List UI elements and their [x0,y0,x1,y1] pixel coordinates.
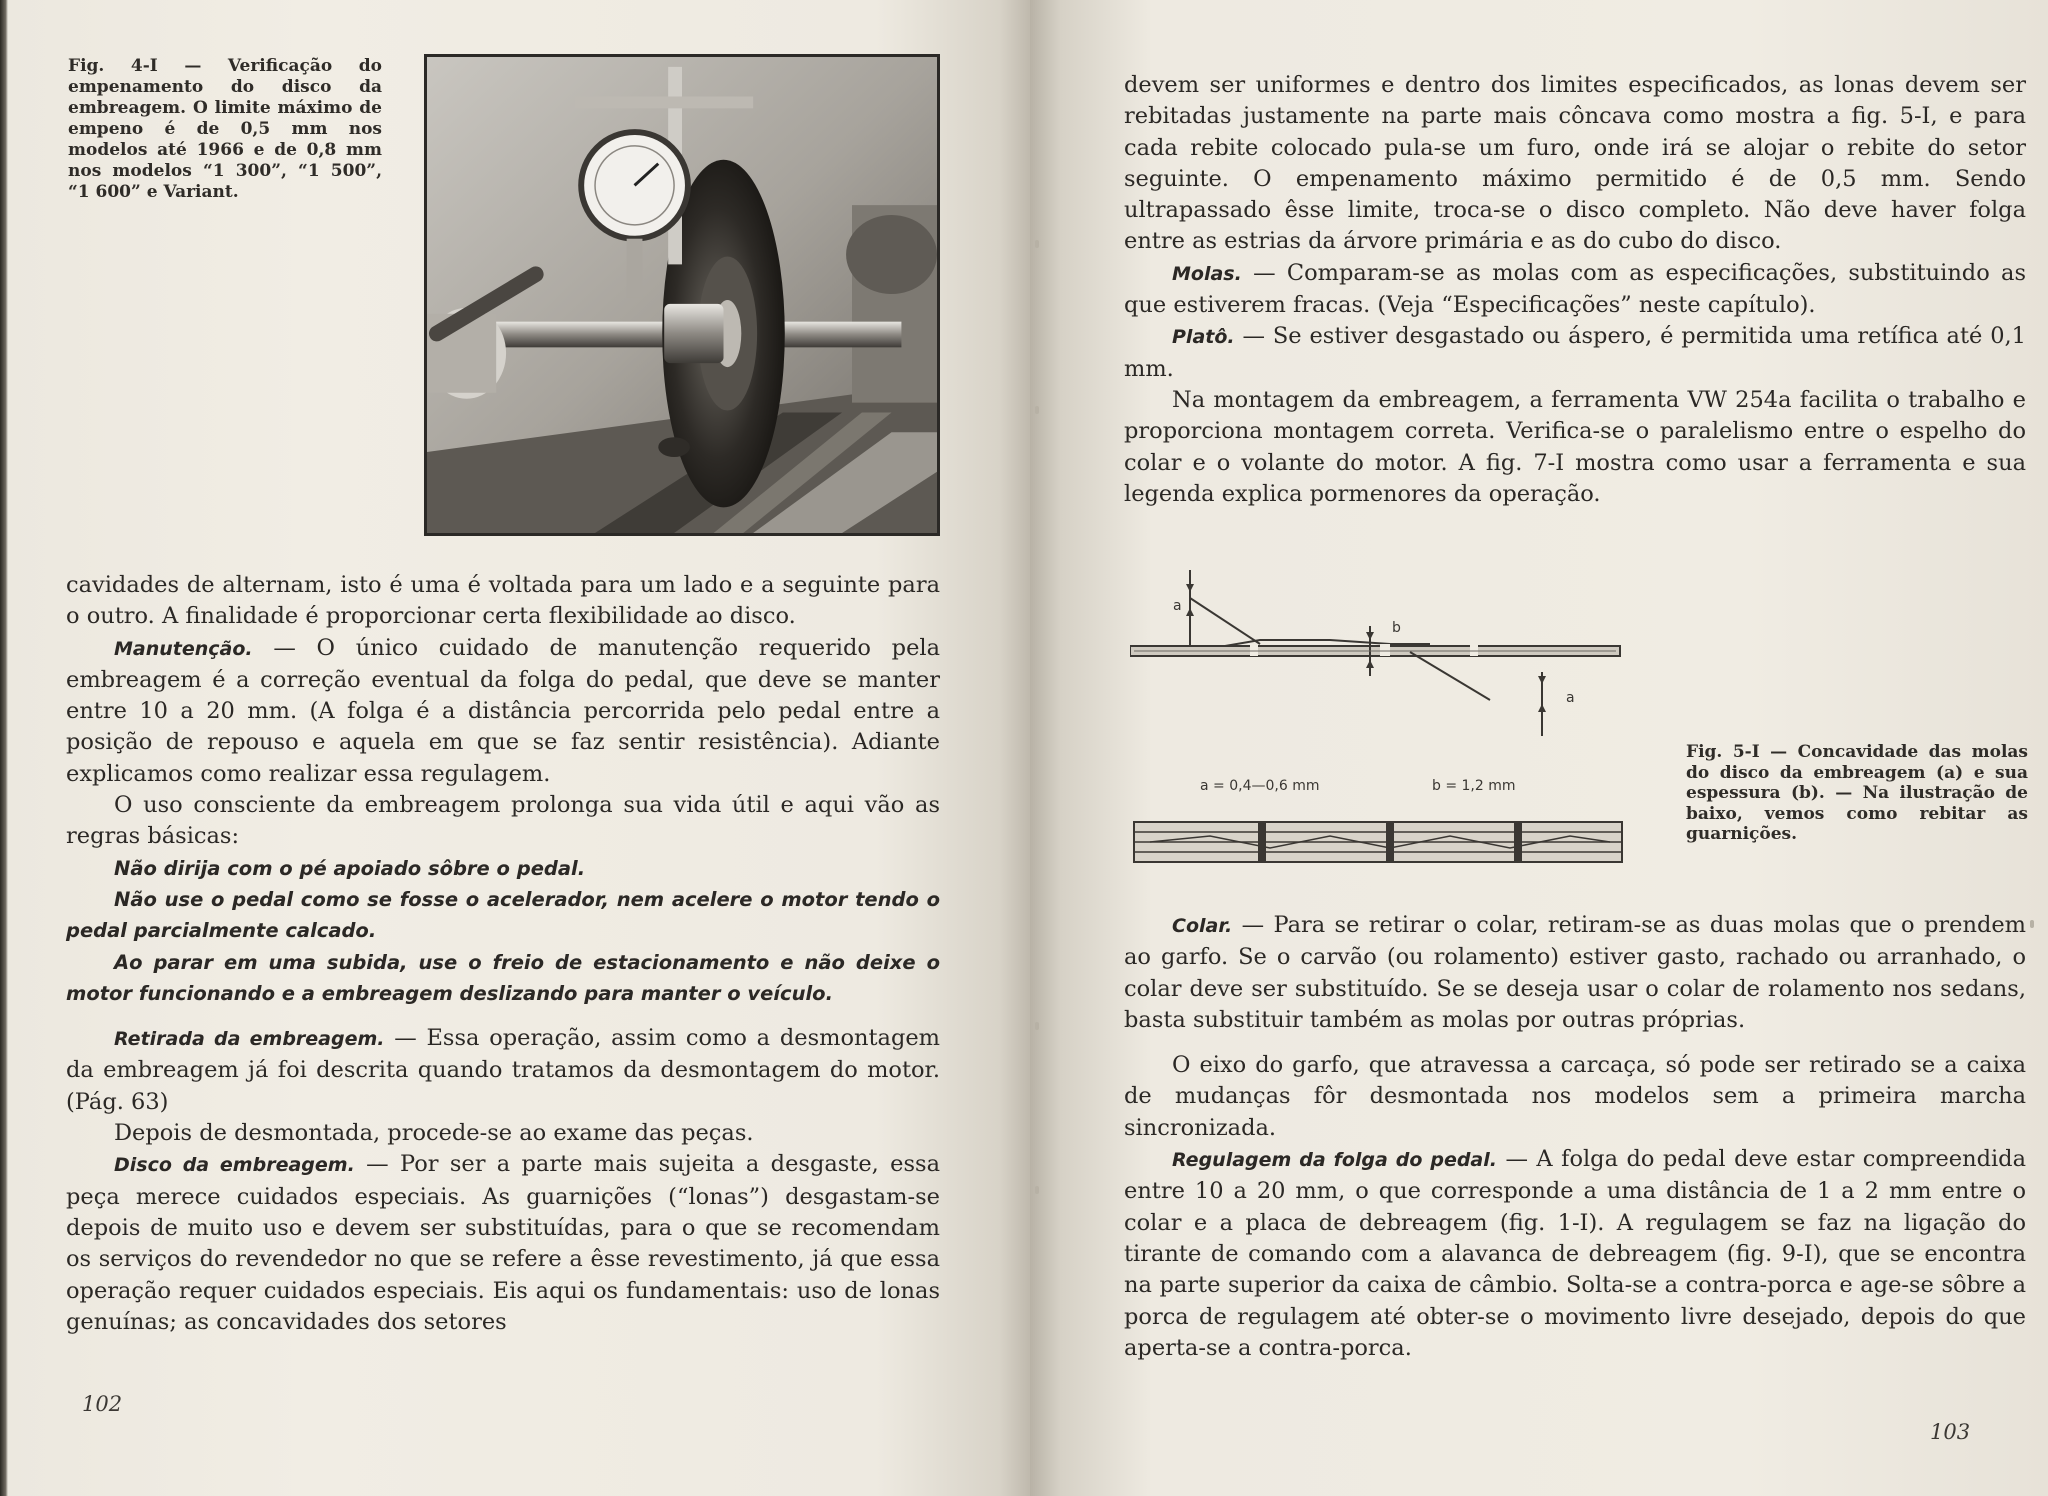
rule-3 [66,947,940,1010]
right-paragraph-molas [1124,258,2026,322]
figure-5-caption [1686,742,2028,845]
spacer [66,1009,940,1023]
photo-illustration [427,57,937,533]
right-body-text-top [1124,70,2026,510]
text-colar: — Para se retirar o colar, retiram-se as duas molas que o prendem ao garfo. Se o carvão (ou rolamento) estiver gasto, rachado ou arranhado, o colar deve ser substituído. Se se deseja usar o colar de rolamento nos sedans, basta substituir também as molas por outras próprias. [1124,912,2026,1033]
dimension-b: b = 1,2 mm [1432,778,1516,794]
heading-plato: Platô. [1172,326,1235,349]
right-paragraph-1: devem ser uniformes e dentro dos limites especificados, as lonas devem ser rebitadas justamente na parte mais côncava como mostra a fig. 5-I, e para cada rebite colocado pula-se um furo, onde irá se alojar o rebite do setor seguinte. O empenamento máximo permitido é de 0,5 mm. Sendo ultrapassado êsse limite, troca-se o disco completo. Não deve haver folga entre as estrias da árvore primária e as do cubo do disco. [1124,72,2026,255]
label-b: b [1392,620,1401,636]
rule-1 [66,853,940,884]
figure-5-label: Fig. 5-I [1686,742,1760,762]
text-disco: — Por ser a parte mais sujeita a desgaste, essa peça merece cuidados especiais. As guarnições (“lonas”) desgastam-se depois de muito uso e devem ser substituídas, para o que se recomendam os serviços do revendedor no que se refere a êsse revestimento, já que essa operação requer cuidados especiais. Eis aqui os fundamentais: uso de lonas genuínas; as concavidades dos setores [66,1151,940,1335]
text-retirada: — Essa operação, assim como a desmontagem da embreagem já foi descrita quando tratamos da desmontagem do motor. (Pág. 63) [66,1025,940,1115]
margin-mark [1035,240,1039,248]
text-manutencao: — O único cuidado de manutenção requerido pela embreagem é a correção eventual da folga do pedal, que deve se manter entre 10 a 20 mm. (A folga é a distância percorrida pelo pedal entre a posição de repouso e aquela em que se faz sentir resistência). Adiante explicamos como realizar essa regulagem. [66,634,940,787]
text-molas: — Comparam-se as molas com as especificações, substituindo as que estiverem fracas. (Veja “Especificações” neste capítulo). [1124,259,2026,319]
rule-3-text: Ao parar em uma subida, use o freio de estacionamento e não deixe o motor funcionando e a embreagem deslizando para manter o veículo. [66,950,940,1005]
right-paragraph-6: O eixo do garfo, que atravessa a carcaça, só pode ser retirado se a caixa de mudanças fôr desmontada nos modelos sem a primeira marcha sincronizada. [1124,1052,2026,1141]
left-paragraph-disco [66,1149,940,1338]
left-paragraph-3: O uso consciente da embreagem prolonga sua vida útil e aqui vão as regras básicas: [66,792,940,850]
heading-colar: Colar. [1172,915,1233,937]
rule-1-text: Não dirija com o pé apoiado sôbre o pedal. [114,856,586,880]
figure-5-caption-text: — Concavidade das molas do disco da embreagem (a) e sua espessura (b). — Na ilustração de baixo, vemos como rebitar as guarnições. [1686,742,2028,844]
dial-gauge-photo [424,54,940,536]
right-paragraph-colar [1124,910,2026,1036]
page-number-left: 102 [82,1392,123,1416]
right-paragraph-regulagem [1124,1144,2026,1364]
right-body-text-bottom [1124,910,2026,1364]
heading-retirada: Retirada da embreagem. [114,1028,385,1051]
heading-molas: Molas. [1172,262,1242,285]
margin-mark [2030,920,2034,928]
margin-mark [1035,1186,1039,1194]
left-body-text [66,570,940,1338]
heading-disco: Disco da embreagem. [114,1154,355,1177]
right-paragraph-plato [1124,321,2026,385]
rule-2 [66,884,940,947]
right-paragraph-4: Na montagem da embreagem, a ferramenta VW 254a facilita o trabalho e proporciona montagem correta. Verifica-se o paralelismo entre o espelho do colar e o volante do motor. A fig. 7-I mostra como usar a ferramenta e sua legenda explica pormenores da operação. [1124,386,2026,507]
heading-manutencao: Manutenção. [114,637,253,660]
clutch-disc-diagram [1130,560,1650,876]
label-a-bottom: a [1566,690,1575,706]
margin-mark [1035,1022,1039,1030]
heading-regulagem: Regulagem da folga do pedal. [1172,1149,1497,1172]
margin-mark [1035,406,1039,414]
spacer [1124,1036,2026,1050]
rule-2-text: Não use o pedal como se fosse o acelerador, nem acelere o motor tendo o pedal parcialmente calcado. [66,887,940,943]
page-number-right: 103 [1930,1420,1971,1444]
left-paragraph-retirada [66,1023,940,1118]
text-regulagem: — A folga do pedal deve estar compreendida entre 10 a 20 mm, o que corresponde a uma distância de 1 a 2 mm entre o colar e a placa de debreagem (fig. 1-I). A regulagem se faz na ligação do tirante de comando com a alavanca de debreagem (fig. 9-I), que se encontra na parte superior da caixa de câmbio. Solta-se a contra-porca e age-se sôbre a porca de regulagem até obter-se o movimento livre desejado, depois do que aperta-se a contra-porca. [1124,1146,2026,1361]
page-edge-shadow [0,0,8,1496]
left-paragraph-1: cavidades de alternam, isto é uma é voltada para um lado e a seguinte para o outro. A finalidade é proporcionar certa flexibilidade ao disco. [66,572,940,630]
concavity-diagram [1130,560,1650,876]
figure-4-label: Fig. 4-I [68,56,158,76]
figure-4-caption [68,56,382,203]
text-plato: — Se estiver desgastado ou áspero, é permitida uma retífica até 0,1 mm. [1124,323,2026,382]
left-paragraph-5: Depois de desmontada, procede-se ao exame das peças. [114,1120,754,1147]
figure-4-caption-text: — Verificação do empenamento do disco da embreagem. O limite máximo de empeno é de 0,5 mm nos modelos até 1966 e de 0,8 mm nos modelos “1 300”, “1 500”, “1 600” e Variant. [68,56,382,202]
dimension-a: a = 0,4—0,6 mm [1200,778,1320,794]
left-paragraph-manutencao [66,633,940,790]
label-a-top: a [1173,598,1182,614]
